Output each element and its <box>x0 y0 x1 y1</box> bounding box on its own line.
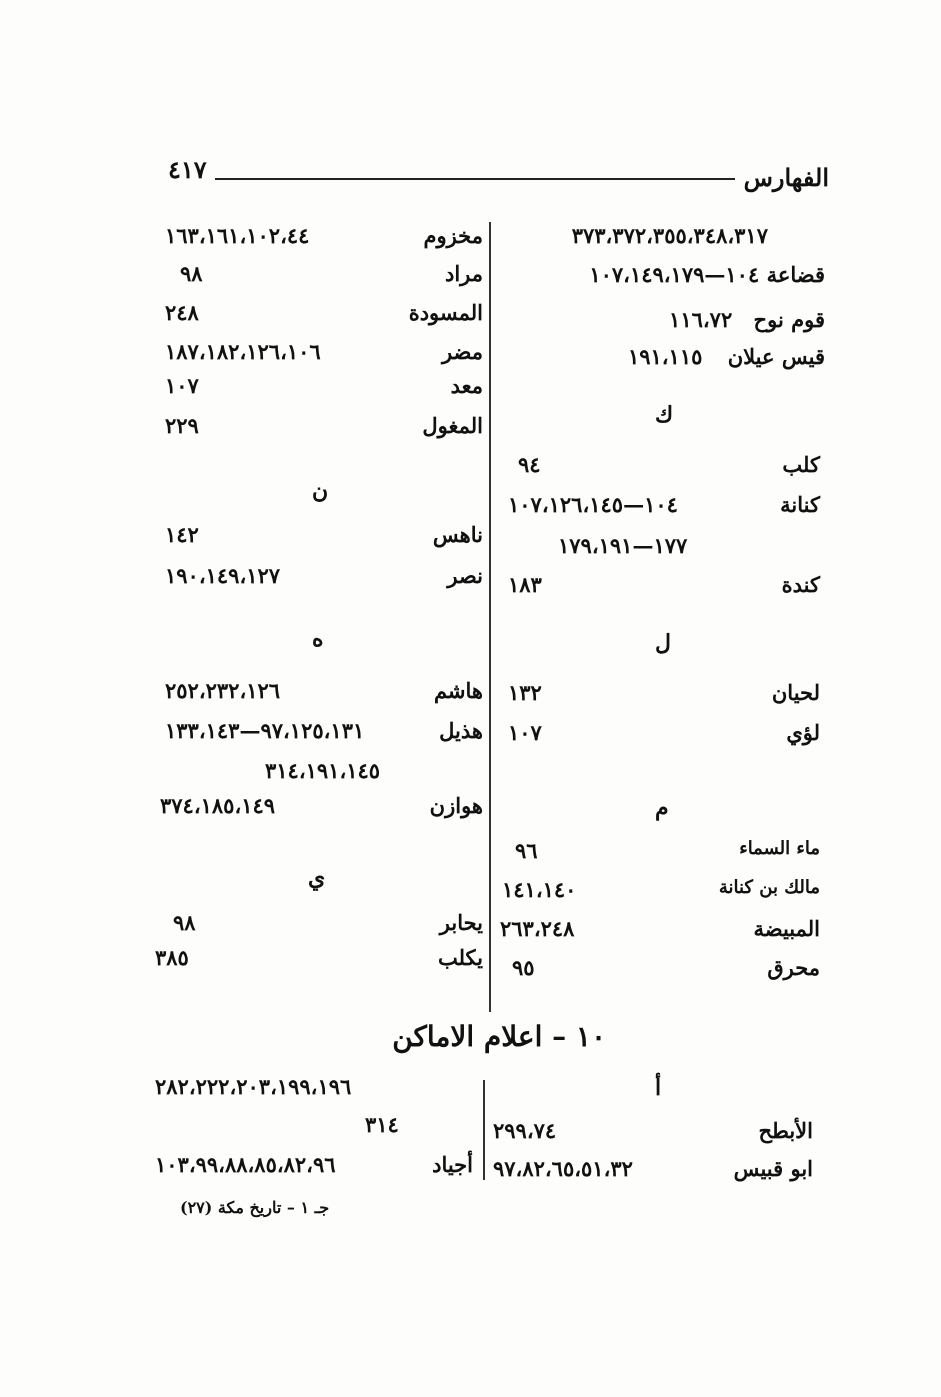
entry-pages: ١٤٢ <box>165 522 199 547</box>
entry-pages: ٢٥٢،٢٣٢،١٢٦ <box>165 678 281 703</box>
index-entry <box>493 1118 813 1152</box>
index-entry <box>500 452 820 486</box>
entry-pages: ٣١٤ <box>365 1112 399 1137</box>
index-entry <box>508 223 768 257</box>
letter-heading: ي <box>308 865 326 891</box>
index-entry <box>155 1074 455 1108</box>
entry-pages: ٣٧٤،١٨٥،١٤٩ <box>160 793 276 818</box>
index-entry <box>165 300 483 334</box>
index-entry <box>165 718 483 752</box>
index-entry <box>500 916 820 950</box>
entry-pages: ١٣٢ <box>508 680 542 705</box>
letter-heading: م <box>655 795 669 821</box>
entry-pages: ١٨٣ <box>508 572 542 597</box>
letter-heading: ل <box>655 630 671 656</box>
entry-name: ماء السماء <box>739 838 820 859</box>
entry-pages: ٢٢٩ <box>165 413 199 438</box>
entry-line <box>628 344 825 369</box>
entry-pages: ٢٨٢،٢٢٢،٢٠٣،١٩٩،١٩٦ <box>155 1074 352 1099</box>
entry-pages: ٢٩٩،٧٤ <box>493 1118 557 1143</box>
entry-name: المغول <box>422 413 483 438</box>
index-entry <box>500 572 820 606</box>
entry-name: لؤي <box>786 720 820 745</box>
entry-pages: ١٠٧ <box>165 373 199 398</box>
entry-name: مراد <box>444 261 483 286</box>
entry-pages: ٢٦٣،٢٤٨ <box>500 916 575 941</box>
entry-line <box>669 307 825 332</box>
entry-pages: ٩٤ <box>518 452 541 477</box>
index-entry <box>165 413 483 447</box>
entry-pages: ٩٨ <box>180 261 203 286</box>
entry-pages: ١٧٧—١٧٩،١٩١ <box>558 533 688 558</box>
entry-pages: ١٠٧ <box>508 720 542 745</box>
entry-name: كندة <box>781 572 820 597</box>
entry-name: نصر <box>447 563 483 588</box>
letter-heading: أ <box>655 1075 662 1101</box>
index-entry <box>500 720 820 754</box>
entry-name: مضر <box>441 339 483 364</box>
entry-name: قضاعة <box>766 262 825 287</box>
entry-pages: ١٠٣،٩٩،٨٨،٨٥،٨٢،٩٦ <box>155 1152 336 1177</box>
entry-pages: ٣٨٥ <box>155 945 189 970</box>
index-entry <box>165 563 483 597</box>
entry-name: هوازن <box>429 793 483 818</box>
index-entry-continuation <box>558 533 718 567</box>
entry-name: أجياد <box>432 1152 473 1177</box>
entry-name: معد <box>450 373 483 398</box>
index-entry <box>165 223 483 257</box>
entry-pages: ١٤١،١٤٠ <box>502 877 577 902</box>
index-entry <box>165 522 483 556</box>
entry-name: كنانة <box>780 492 820 517</box>
index-entry-continuation <box>265 758 425 792</box>
index-entry <box>500 680 820 714</box>
entry-name: مالك بن كنانة <box>718 877 820 898</box>
entry-pages: ٢٤٨ <box>165 300 199 325</box>
page-number: ٤١٧ <box>168 155 207 184</box>
entry-name: المسودة <box>408 300 483 325</box>
index-entry <box>165 373 483 407</box>
entry-pages: ٣١٤،١٩١،١٤٥ <box>265 758 381 783</box>
index-entry <box>500 955 820 989</box>
index-entry <box>165 261 483 295</box>
entry-pages: ١٠٤—١٠٧،١٤٩،١٧٩ <box>589 262 760 287</box>
index-entry <box>160 793 483 827</box>
entry-pages: ١٨٧،١٨٢،١٢٦،١٠٦ <box>165 339 321 364</box>
section-label: الفهارس <box>743 163 829 192</box>
index-entry <box>500 877 820 911</box>
index-entry <box>155 945 483 979</box>
index-entry <box>650 307 825 341</box>
index-entry <box>500 492 820 526</box>
index-entry <box>500 838 820 872</box>
index-entry-continuation <box>365 1112 445 1146</box>
entry-pages: ١٠٤—١٠٧،١٢٦،١٤٥ <box>508 492 678 517</box>
letter-heading: ك <box>655 402 674 428</box>
entry-pages: ٩٧،١٢٥،١٣١—١٣٣،١٤٣ <box>165 718 365 743</box>
section-title: ١٠ – اعلام الاماكن <box>392 1020 606 1053</box>
entry-name: يحابر <box>439 910 483 935</box>
entry-name: يكلب <box>437 945 483 970</box>
column-divider <box>489 222 491 1012</box>
entry-name: قيس عيلان <box>727 344 825 369</box>
column-divider <box>483 1080 485 1180</box>
entry-pages: ٩٥ <box>512 955 535 980</box>
entry-name: مخزوم <box>423 223 483 248</box>
entry-pages: ١٩٠،١٤٩،١٢٧ <box>165 563 281 588</box>
index-entry <box>493 1156 813 1190</box>
entry-name: هاشم <box>433 678 483 703</box>
entry-name: لحيان <box>771 680 820 705</box>
entry-pages: ٩٨ <box>173 910 196 935</box>
index-entry <box>555 262 825 296</box>
entry-pages: ٣٧٣،٣٧٢،٣٥٥،٣٤٨،٣١٧ <box>571 223 768 248</box>
entry-line <box>589 262 825 287</box>
entry-pages: ٩٦ <box>515 838 538 863</box>
index-entry <box>155 1152 473 1186</box>
entry-name: المبيضة <box>753 916 820 941</box>
index-entry <box>615 344 825 378</box>
entry-name: هذيل <box>439 718 483 743</box>
entry-name: قوم نوح <box>753 307 825 332</box>
entry-pages: ١١٦،٧٢ <box>669 307 733 332</box>
entry-name: ناهس <box>432 522 483 547</box>
index-entry <box>165 910 483 944</box>
entry-pages: ١٦٣،١٦١،١٠٢،٤٤ <box>165 223 310 248</box>
entry-pages: ١٩١،١١٥ <box>627 344 703 369</box>
index-entry <box>165 678 483 712</box>
letter-heading: ه <box>312 626 324 652</box>
letter-heading: ن <box>312 478 329 504</box>
entry-pages: ٩٧،٨٢،٦٥،٥١،٣٢ <box>493 1156 633 1181</box>
entry-name: الأبطح <box>758 1118 813 1143</box>
index-entry <box>165 339 483 373</box>
entry-name: كلب <box>782 452 820 477</box>
footer-signature: جـ ١ – تاريخ مكة (٢٧) <box>180 1198 330 1217</box>
header-rule <box>215 178 735 180</box>
entry-name: ابو قبيس <box>733 1156 813 1181</box>
entry-name: محرق <box>767 955 820 980</box>
